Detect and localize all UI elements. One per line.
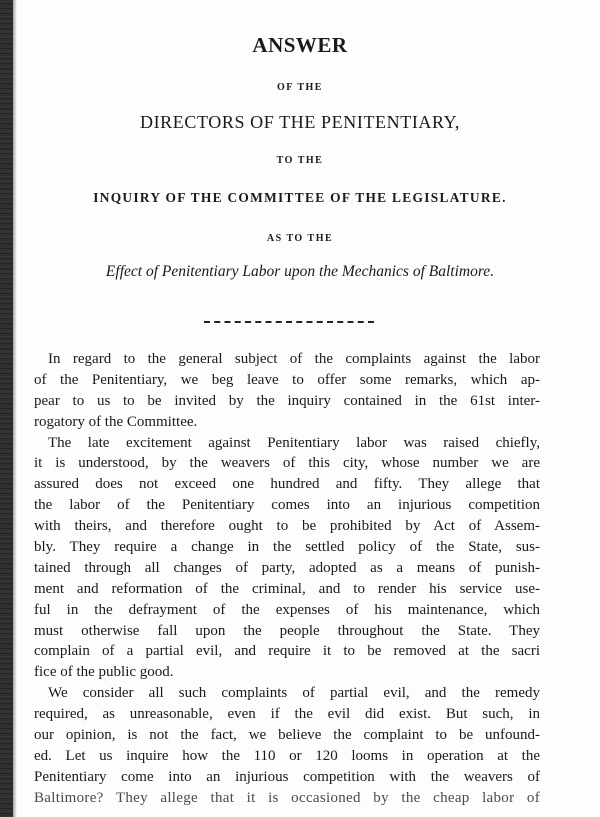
text-line: complain of a partial evil, and require it to be removed at the sacri — [34, 643, 540, 660]
page-title: ANSWER — [252, 33, 348, 57]
heading-subject: Effect of Penitentiary Labor upon the Mechanics of Baltimore. — [105, 263, 495, 280]
text-line: In regard to the general subject of the complaints against the labor — [48, 351, 540, 367]
text-line: The late excitement against Penitentiary labor was raised chiefly, — [48, 434, 540, 451]
heading-of-the: OF THE — [277, 82, 323, 93]
text-line: it is understood, by the weavers of this city, whose number we are — [34, 455, 540, 472]
text-line: the labor of the Penitentiary comes into an injurious competition — [34, 497, 540, 514]
text-line: bly. They require a change in the settled policy of the State, sus- — [34, 539, 540, 556]
text-line: fice of the public good. — [34, 664, 174, 681]
text-line: Baltimore? They allege that it is occasioned by the cheap labor of — [34, 789, 540, 806]
text-line: required, as unreasonable, even if the evil did exist. But such, in — [34, 706, 540, 723]
text-line: must otherwise fall upon the people throughout the State. They — [34, 622, 540, 639]
text-line: ful in the defrayment of the expenses of his maintenance, which — [34, 601, 540, 618]
text-line: ed. Let us inquire how the 110 or 120 looms in operation at the — [34, 747, 540, 764]
text-line: of the Penitentiary, we beg leave to offer some remarks, which ap- — [34, 371, 540, 388]
book-binding-edge — [0, 0, 13, 817]
text-line: our opinion, is not the fact, we believe the complaint to be unfound- — [34, 727, 540, 744]
heading-directors: DIRECTORS OF THE PENITENTIARY, — [139, 112, 461, 132]
text-line: tained through all changes of party, adopted as a means of punish- — [34, 559, 540, 576]
text-line: assured does not exceed one hundred and fifty. They allege that — [34, 476, 540, 493]
text-line: pear to us to be invited by the inquiry contained in the 61st inter- — [34, 392, 540, 409]
text-line: with theirs, and therefore ought to be prohibited by Act of Assem- — [34, 518, 540, 535]
section-divider — [204, 321, 374, 323]
text-line: We consider all such complaints of partial evil, and the remedy — [48, 685, 540, 702]
text-line: Penitentiary come into an injurious competition with the weavers of — [34, 768, 540, 785]
text-line: ment and reformation of the criminal, and to render his service use- — [34, 580, 540, 597]
heading-inquiry: INQUIRY OF THE COMMITTEE OF THE LEGISLATURE. — [93, 190, 507, 205]
body-text — [34, 349, 540, 809]
text-line: rogatory of the Committee. — [34, 413, 198, 430]
heading-to-the: TO THE — [276, 155, 324, 166]
heading-as-to-the: AS TO THE — [266, 233, 334, 244]
